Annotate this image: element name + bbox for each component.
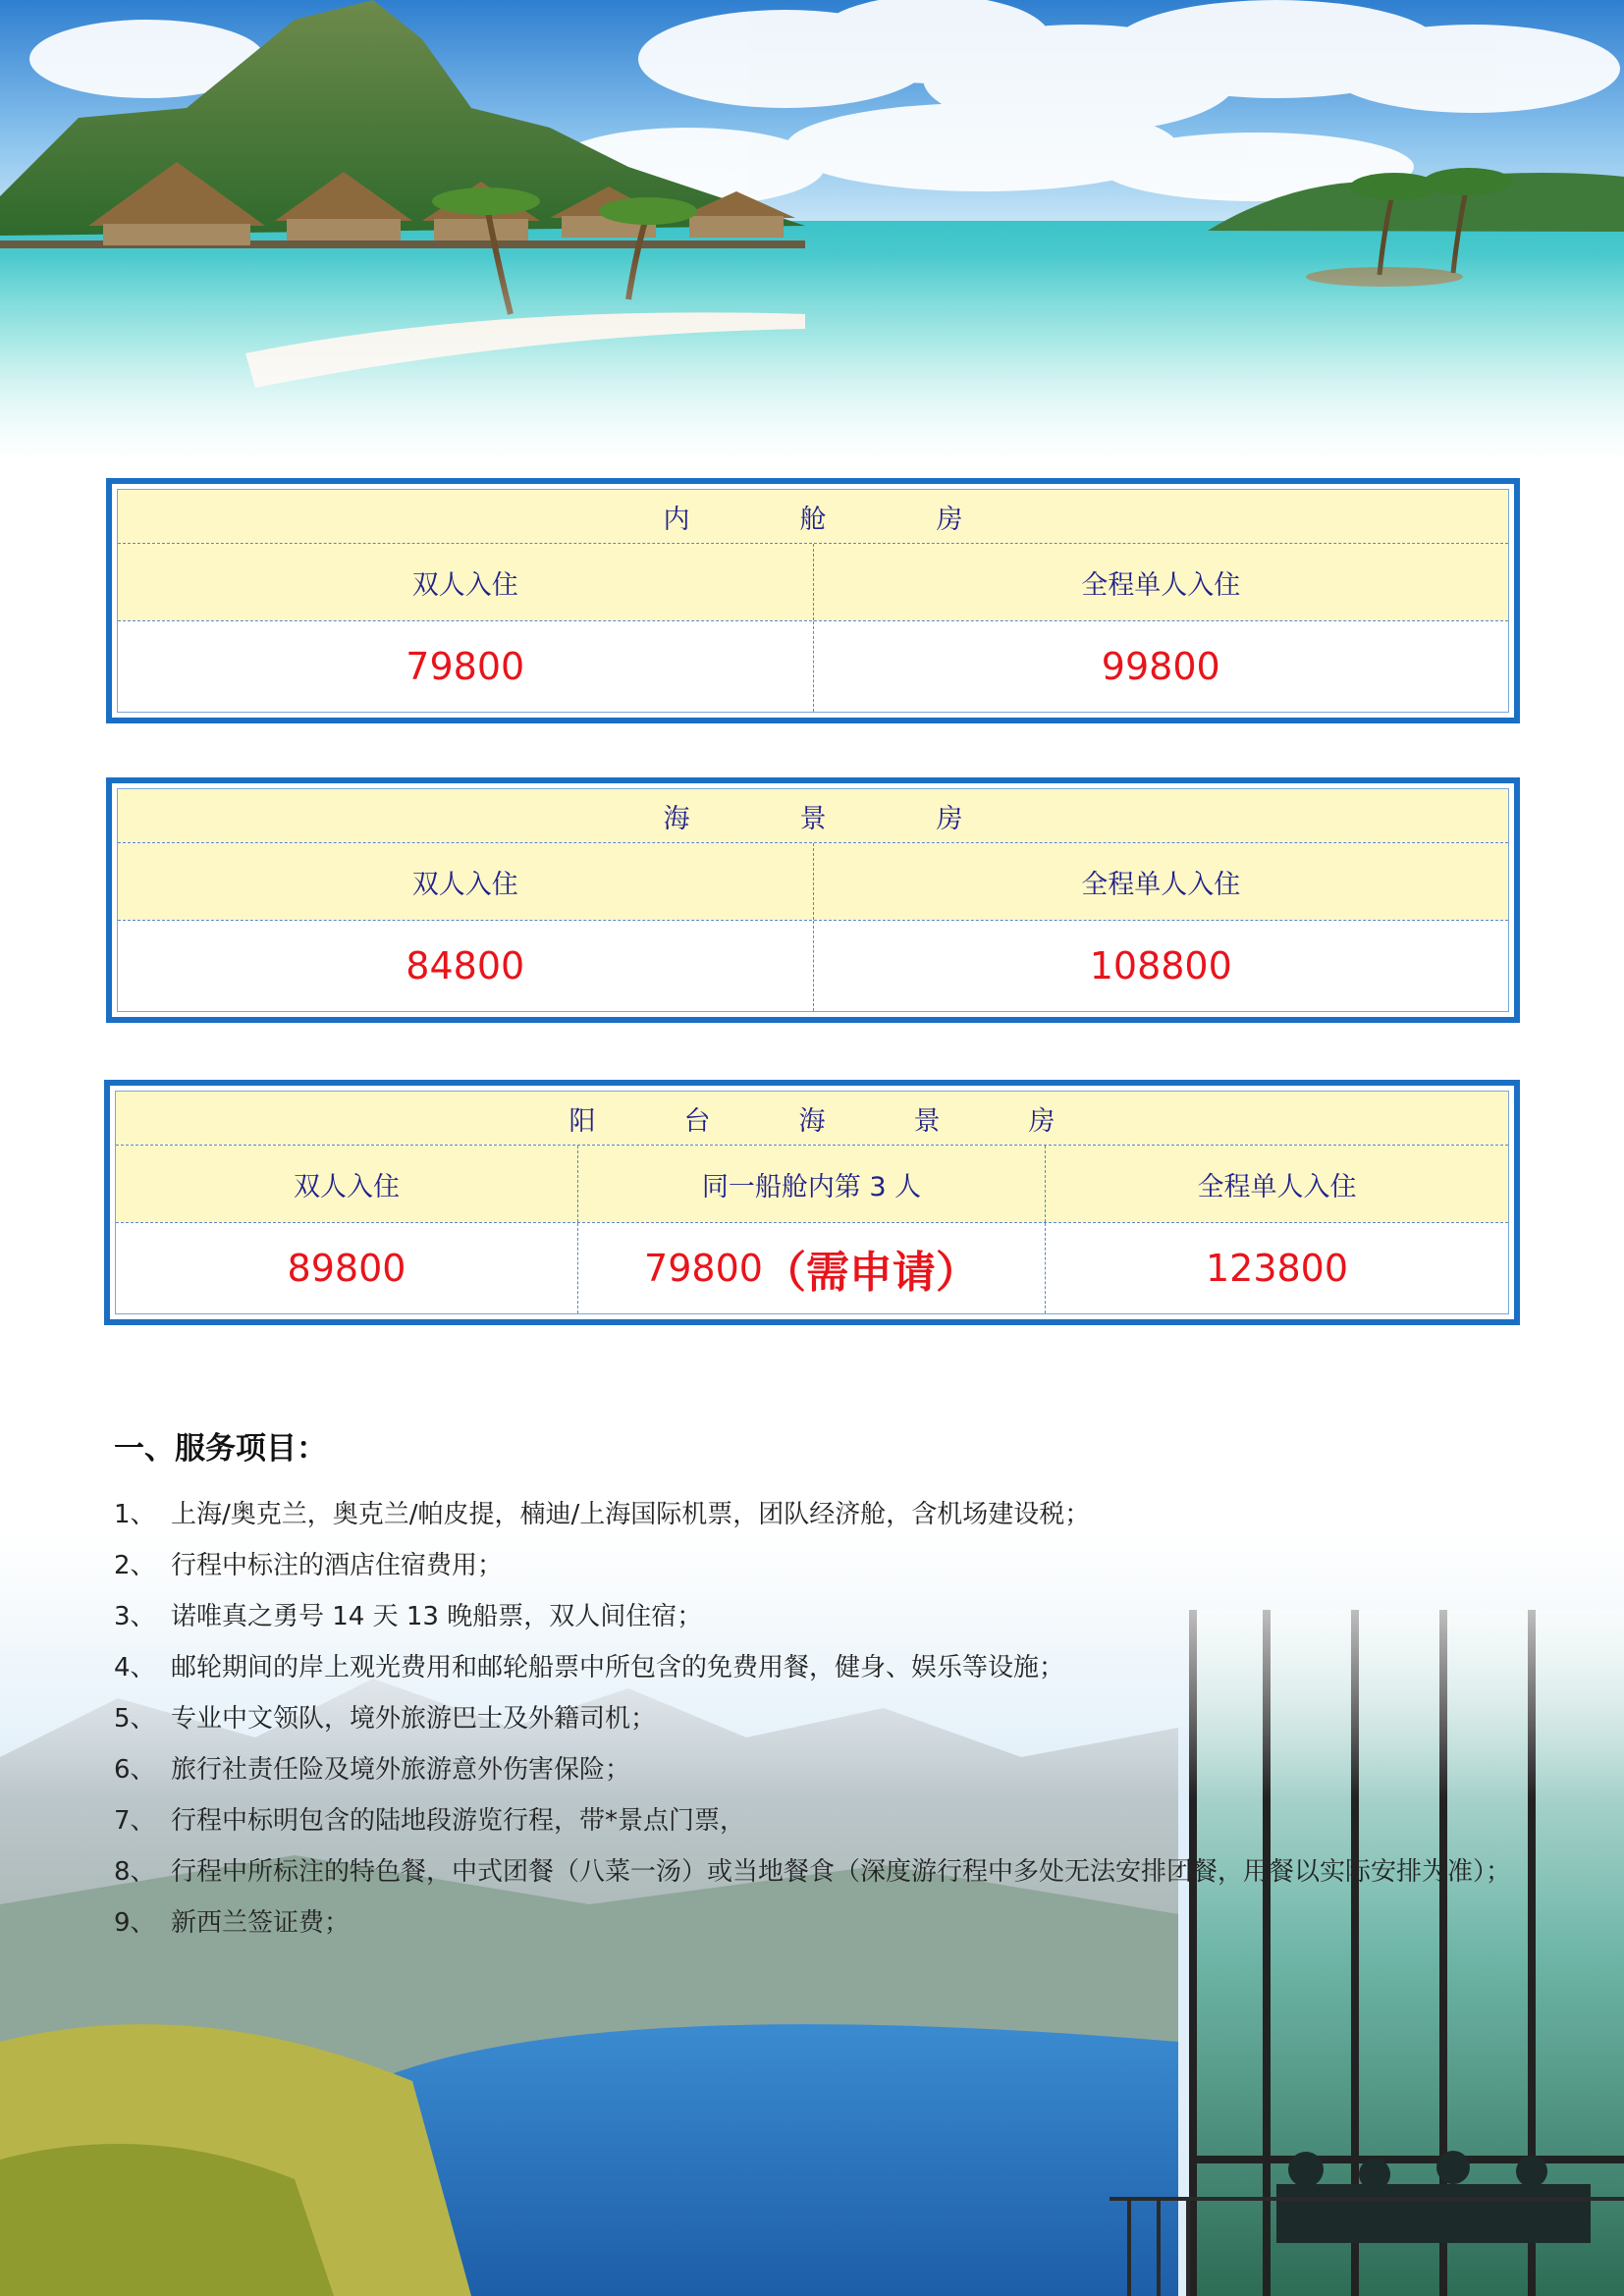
list-number: 3、 <box>114 1602 156 1631</box>
table-title <box>118 490 1508 543</box>
title-char: 阳 <box>568 1105 596 1137</box>
list-text: 行程中标明包含的陆地段游览行程，带*景点门票， <box>171 1806 746 1836</box>
services-section <box>114 1423 1528 1949</box>
title-char: 房 <box>1028 1105 1056 1137</box>
title-char: 景 <box>913 1105 941 1137</box>
header-double-occupancy: 双人入住 <box>116 1146 577 1222</box>
price-double: 84800 <box>118 921 813 1011</box>
list-number: 2、 <box>114 1551 156 1580</box>
list-number: 1、 <box>114 1500 156 1529</box>
price-third-person <box>577 1223 1045 1313</box>
title-char: 海 <box>798 1105 826 1137</box>
title-char: 海 <box>663 803 690 834</box>
price-double: 89800 <box>116 1223 577 1313</box>
list-text: 专业中文领队，境外旅游巴士及外籍司机； <box>171 1704 657 1734</box>
price-table-balcony-ocean-view <box>104 1080 1520 1325</box>
list-number: 4、 <box>114 1653 156 1682</box>
title-char: 房 <box>936 803 963 834</box>
price-single: 108800 <box>813 921 1509 1011</box>
price-table-ocean-view <box>106 777 1520 1023</box>
list-text: 行程中标注的酒店住宿费用； <box>171 1551 504 1580</box>
price-single: 123800 <box>1045 1223 1508 1313</box>
table-title <box>116 1092 1508 1145</box>
header-double-occupancy: 双人入住 <box>118 544 813 620</box>
table-title <box>118 789 1508 842</box>
list-text: 邮轮期间的岸上观光费用和邮轮船票中所包含的免费用餐，健身、娱乐等设施； <box>171 1653 1065 1682</box>
title-char: 房 <box>936 504 963 535</box>
header-double-occupancy: 双人入住 <box>118 843 813 920</box>
price-table-inside-cabin <box>106 478 1520 723</box>
title-char: 台 <box>683 1105 711 1137</box>
price-single: 99800 <box>813 621 1509 712</box>
header-single-occupancy: 全程单人入住 <box>813 544 1509 620</box>
list-item <box>114 1693 1528 1744</box>
price-note: （需申请） <box>762 1248 979 1298</box>
title-char: 内 <box>663 504 690 535</box>
list-number: 6、 <box>114 1755 156 1785</box>
list-item <box>114 1489 1528 1540</box>
list-number: 7、 <box>114 1806 156 1836</box>
services-heading: 一、服务项目： <box>114 1431 327 1467</box>
price-double: 79800 <box>118 621 813 712</box>
list-item <box>114 1744 1528 1795</box>
header-single-occupancy: 全程单人入住 <box>813 843 1509 920</box>
header-single-occupancy: 全程单人入住 <box>1045 1146 1508 1222</box>
list-text: 行程中所标注的特色餐，中式团餐（八菜一汤）或当地餐食（深度游行程中多处无法安排团餐，用餐以实际安排为准）； <box>171 1857 1512 1887</box>
list-item <box>114 1642 1528 1693</box>
title-char: 舱 <box>799 504 827 535</box>
header-third-person: 同一船舱内第 3 人 <box>577 1146 1045 1222</box>
list-item <box>114 1591 1528 1642</box>
list-text: 旅行社责任险及境外旅游意外伤害保险； <box>171 1755 631 1785</box>
list-text: 诺唯真之勇号 14 天 13 晚船票，双人间住宿； <box>171 1602 703 1631</box>
list-number: 9、 <box>114 1908 156 1938</box>
list-item <box>114 1795 1528 1846</box>
price-third-person-value: 79800 <box>644 1247 763 1290</box>
list-number: 8、 <box>114 1857 156 1887</box>
hero-tropical-image <box>0 0 1624 461</box>
list-text: 上海/奥克兰，奥克兰/帕皮提，楠迪/上海国际机票，团队经济舱，含机场建设税； <box>171 1500 1091 1529</box>
title-char: 景 <box>799 803 827 834</box>
list-number: 5、 <box>114 1704 156 1734</box>
list-item <box>114 1897 1528 1949</box>
list-item <box>114 1846 1528 1897</box>
list-text: 新西兰签证费； <box>171 1908 351 1938</box>
list-item <box>114 1540 1528 1591</box>
